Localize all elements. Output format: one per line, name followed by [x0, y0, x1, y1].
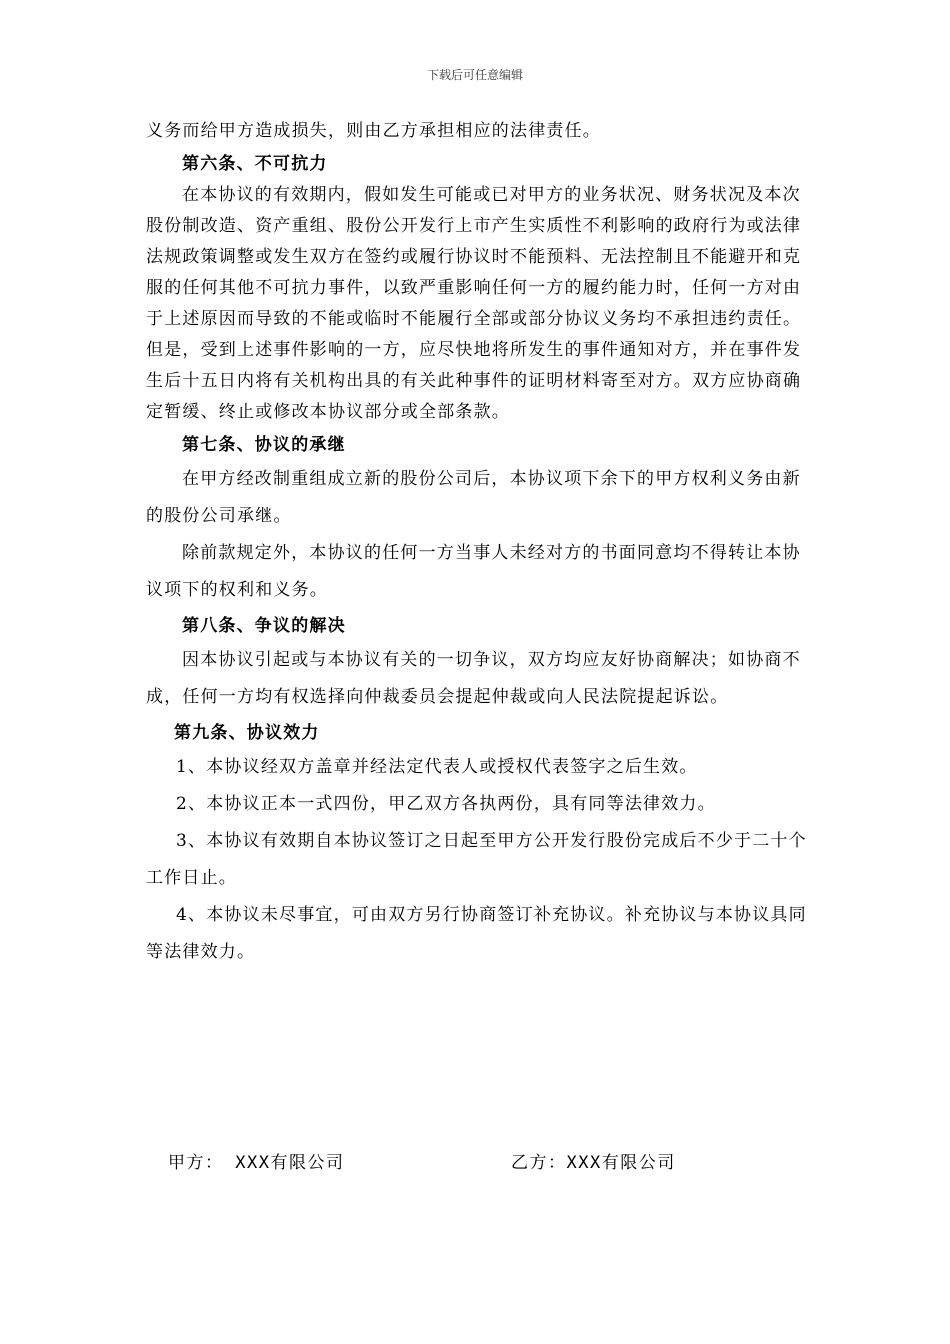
article-9-heading: 第九条、协议效力 — [174, 723, 320, 743]
article-7-text-1: 在甲方经改制重组成立新的股份公司后，本协议项下余下的甲方权利义务由新的股份公司承继。 — [146, 469, 801, 526]
article-9-item-4: 4、本协议未尽事宜，可由双方另行协商签订补充协议。补充协议与本协议具同等法律效力。 — [146, 905, 807, 962]
party-a-signature: 甲方： XXX有限公司 — [168, 1153, 345, 1173]
article-7-text-2: 除前款规定外，本协议的任何一方当事人未经对方的书面同意均不得转让本协议项下的权利和义务。 — [146, 543, 801, 600]
article-9-item-2: 2、本协议正本一式四份，甲乙双方各执两份，具有同等法律效力。 — [176, 794, 716, 814]
article-7-heading: 第七条、协议的承继 — [182, 435, 346, 455]
article-8-heading: 第八条、争议的解决 — [182, 616, 346, 636]
party-b-signature: 乙方：XXX有限公司 — [511, 1153, 676, 1173]
article-6-text: 在本协议的有效期内，假如发生可能或已对甲方的业务状况、财务状况及本次股份制改造、资产重组、股份公开发行上市产生实质性不利影响的政府行为或法律法规政策调整或发生双方在签约或履行协议时不能预料、无法控制且不能避开和克服的任何其他不可抗力事件，以致严重影响任何一方的履约能力时，任何一方对由于上述原因而导致的不能或临时不能履行全部或部分协议义务均不承担违约责任。但是，受到上述事件影响的一方，应尽快地将所发生的事件通知对方，并在事件发生后十五日内将有关机构出具的有关此种事件的证明材料寄至对方。双方应协商确定暂缓、终止或修改本协议部分或全部条款。 — [146, 185, 802, 422]
article-6-heading: 第六条、不可抗力 — [182, 154, 328, 174]
article-9-item-1: 1、本协议经双方盖章并经法定代表人或授权代表签字之后生效。 — [176, 757, 698, 777]
paragraph-continuation: 义务而给甲方造成损失，则由乙方承担相应的法律责任。 — [146, 121, 601, 141]
page-header-note: 下载后可任意编辑 — [426, 68, 523, 82]
agreement-body — [146, 116, 816, 971]
article-8-text: 因本协议引起或与本协议有关的一切争议，双方均应友好协商解决；如协商不成，任何一方均有权选择向仲裁委员会提起仲裁或向人民法院提起诉讼。 — [146, 650, 801, 707]
article-9-item-3: 3、本协议有效期自本协议签订之日起至甲方公开发行股份完成后不少于二十个工作日止。 — [146, 831, 807, 888]
